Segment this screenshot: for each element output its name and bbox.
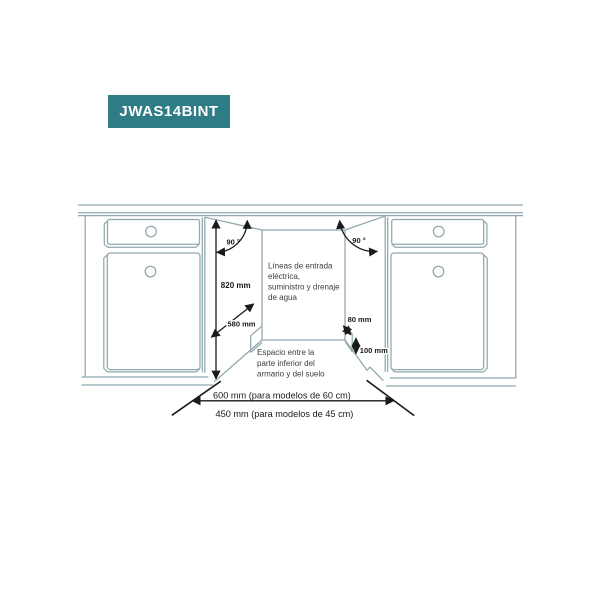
- floor-gap-note: [257, 348, 325, 379]
- width-60-label: 600 mm (para modelos de 60 cm): [213, 390, 351, 401]
- right-door-bevel: [391, 255, 487, 372]
- niche-top-right-edge: [345, 216, 385, 230]
- niche-top-left-edge: [205, 217, 262, 230]
- niche-floor-left-edge: [214, 340, 262, 382]
- left-door-bevel: [104, 255, 200, 372]
- duct-height-label: 100 mm: [359, 346, 388, 356]
- left-cabinet-base: [82, 377, 214, 385]
- right-door-knob: [433, 266, 444, 277]
- left-cabinet-inner-side: [202, 217, 205, 373]
- supply-note-line: de agua: [268, 293, 297, 303]
- left-drawer: [108, 220, 200, 245]
- right-drawer-knob: [433, 226, 444, 237]
- cabinet-height-label: 820 mm: [220, 281, 251, 290]
- right-drawer-bevel: [392, 221, 487, 247]
- right-cabinet: [385, 216, 516, 386]
- dimension-annotations: [172, 220, 414, 415]
- width-45-label: 450 mm (para modelos de 45 cm): [215, 408, 354, 419]
- left-door-knob: [145, 266, 156, 277]
- right-drawer: [392, 220, 484, 245]
- right-door: [391, 253, 484, 370]
- countertop: [78, 205, 523, 216]
- angle-left-label: 90 °: [226, 237, 240, 247]
- floor-gap-note-line: Espacio entre la: [257, 348, 315, 357]
- supply-note-line: Líneas de entrada: [268, 261, 333, 271]
- model-badge: JWAS14BINT: [108, 95, 230, 128]
- supply-note: [268, 261, 340, 302]
- supply-note-line: eléctrica,: [268, 271, 301, 281]
- niche-depth-label: 580 mm: [227, 319, 256, 329]
- floor-gap-note-line: armario y del suelo: [257, 369, 325, 379]
- left-drawer-knob: [146, 226, 157, 237]
- angle-right-label: 90 °: [352, 236, 366, 246]
- left-door: [107, 253, 200, 370]
- left-drawer-bevel: [104, 221, 199, 247]
- duct-depth-label: 80 mm: [347, 314, 372, 324]
- left-cabinet: [82, 216, 214, 385]
- right-cabinet-base: [386, 378, 516, 386]
- floor-gap-note-line: parte inferior del: [257, 358, 315, 368]
- supply-note-line: suministro y drenaje: [268, 282, 340, 292]
